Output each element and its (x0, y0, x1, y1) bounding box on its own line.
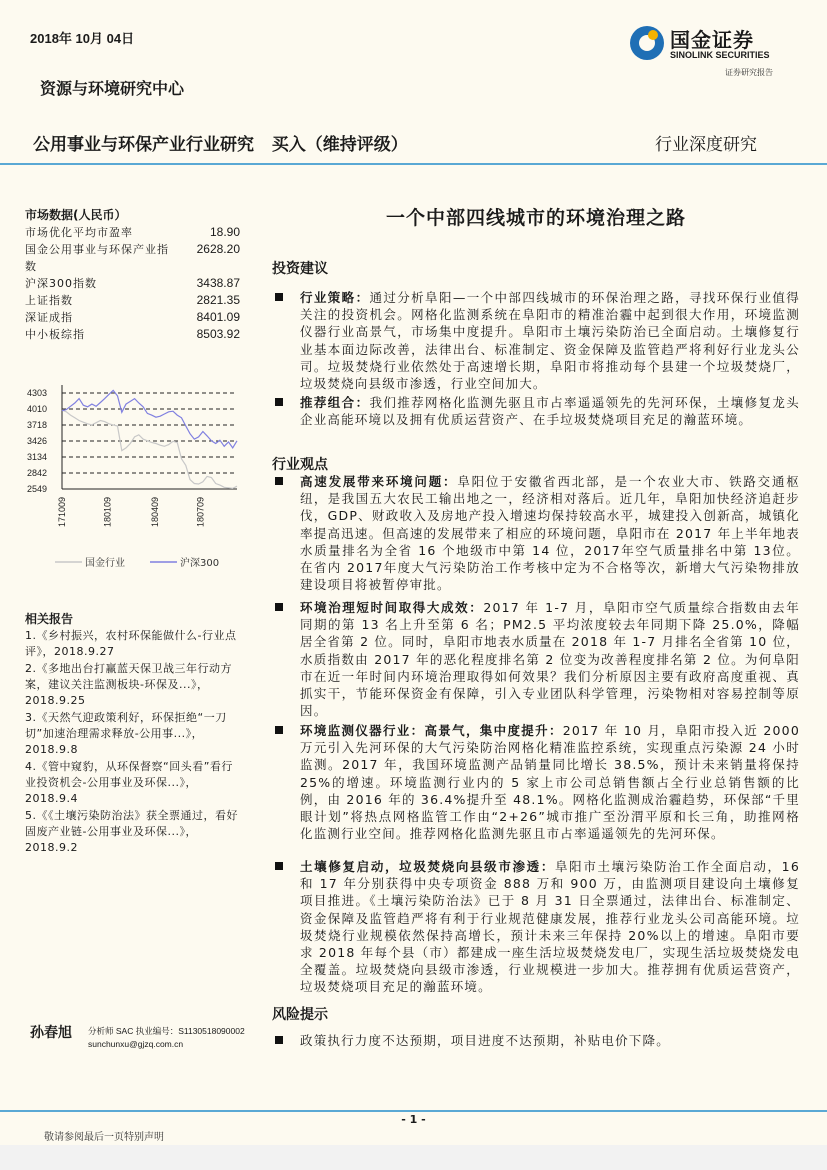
related-reports-title: 相关报告 (25, 612, 74, 626)
analyst-license: 分析师 SAC 执业编号：S1130518090002 (88, 1026, 245, 1036)
market-data-row (25, 309, 240, 326)
bullet-text: 我们推荐网格化监测先驱且市占率遥遥领先的先河环保，土壤修复龙头企业高能环境以及拥有优质运营资产、在手垃圾焚烧项目充足的瀚蓝环境。 (300, 395, 800, 428)
market-data-row (25, 326, 240, 343)
view-bullet (272, 722, 800, 842)
related-report-link[interactable]: 5.《《土壤污染防治法》获全票通过，看好固废产业链-公用事业及环保...》，2018.9.2 (25, 809, 238, 854)
view-heading: 行业观点 (272, 457, 328, 473)
bullet-lead: 推荐组合： (300, 395, 370, 410)
market-label: 沪深300指数 (25, 277, 97, 290)
market-label: 中小板综指 (25, 328, 85, 341)
y-tick-label: 4010 (27, 404, 48, 414)
view-bullet (272, 599, 800, 719)
market-label: 上证指数 (25, 294, 73, 307)
market-data-row (25, 292, 240, 309)
logo-mark-icon (630, 26, 664, 60)
report-type: 行业深度研究 (655, 135, 757, 155)
x-tick-label: 171009 (57, 496, 67, 527)
analyst-info (88, 1025, 245, 1051)
market-value: 8503.92 (196, 327, 240, 341)
footer-divider (0, 1110, 827, 1112)
market-value: 3438.87 (196, 276, 240, 290)
related-report-link[interactable]: 3.《天然气迎政策利好，环保拒绝“一刀切”加速治理需求释放-公用事...》，2018.9.8 (25, 711, 227, 756)
bullet-icon (275, 726, 283, 734)
market-value: 2821.35 (196, 293, 240, 307)
risk-bullet (272, 1032, 800, 1049)
view-bullet (272, 473, 800, 593)
market-data-table (25, 224, 240, 343)
disclaimer-note: 敬请参阅最后一页特别声明 (44, 1132, 164, 1143)
index-comparison-chart (0, 380, 260, 580)
legend-label: 国金行业 (85, 558, 125, 569)
related-report-link[interactable]: 4.《管中窥豹，从环保督察“回头看”看行业投资机会-公用事业及环保...》，2018.9.4 (25, 760, 233, 805)
bullet-icon (275, 398, 283, 406)
logo-dot-icon (648, 30, 658, 40)
y-tick-label: 3718 (27, 420, 48, 430)
x-tick-label: 180409 (149, 496, 160, 527)
bullet-lead: 土壤修复启动，垃圾焚烧向县级市渗透： (300, 859, 556, 874)
bullet-lead: 环境治理短时间取得大成效： (300, 600, 484, 615)
bullet-text: 阜阳位于安徽省西北部，是一个农业大市、铁路交通枢纽，是我国五大农民工输出地之一，经济相对落后。近几年，阜阳加快经济追赶步伐，GDP、财政收入及房地产投入增速均保持较高水平，城建投入创新高，城镇化率提高迅速。但高速的发展带来了相应的环境问题，阜阳市在 2017 年上半年地表水质量排名为全省 16 个地级市中第 14 位，2017年空气质量排名中第 13位。在省内 2017年度大气污染防治工作考核中定为不合格等次，新增大气污染物排放建设项目将被暂停审批。 (300, 474, 800, 593)
invest-heading: 投资建议 (272, 261, 328, 277)
bullet-icon (275, 477, 283, 485)
related-report-link[interactable]: 2.《多地出台打赢蓝天保卫战三年行动方案，建议关注监测板块-环保及...》，2018.9.25 (25, 662, 232, 707)
bullet-icon (275, 862, 283, 870)
invest-bullet (272, 289, 800, 392)
bullet-text: 通过分析阜阳—一个中部四线城市的环保治理之路，寻找环保行业值得关注的投资机会。网格化监测系统在阜阳市的精准治霾中起到很大作用，环境监测仪器行业高景气，市场集中度提升。阜阳市土壤污染防治已全面启动。土壤修复行业基本面边际改善，法律出台、标准制定、资金保障及监管趋严将利好行业龙头公司。垃圾焚烧行业依然处于高速增长期，阜阳市将推动每个县建一个垃圾焚烧厂，垃圾焚烧向县级市渗透，行业空间加大。 (300, 290, 800, 392)
analyst-email[interactable]: sunchunxu@gjzq.com.cn (88, 1039, 184, 1049)
market-label: 市场优化平均市盈率 (25, 226, 133, 239)
bullet-lead: 行业策略： (300, 290, 370, 305)
bullet-icon (275, 1036, 283, 1044)
bullet-icon (275, 293, 283, 301)
y-tick-label: 3426 (27, 436, 48, 446)
market-label: 深证成指 (25, 311, 73, 324)
legend-label: 沪深300 (180, 558, 220, 569)
research-center: 资源与环境研究中心 (40, 79, 185, 98)
x-tick-label: 180709 (195, 496, 206, 527)
market-value: 8401.09 (196, 310, 240, 324)
y-tick-label: 2842 (27, 468, 48, 478)
bullet-lead: 高速发展带来环境问题： (300, 474, 458, 489)
market-data-row (25, 275, 240, 292)
market-label: 国金公用事业与环保产业指数 (25, 243, 169, 273)
view-bullet (272, 858, 800, 996)
market-value: 2628.20 (196, 242, 240, 256)
x-tick-label: 180109 (102, 496, 113, 527)
y-tick-label: 3134 (27, 452, 48, 462)
bullet-text: 2017 年 10 月，阜阳市投入近 2000 万元引入先河环保的大气污染防治网格化精准监控系统，实现重点污染源 24 小时监测。2017 年，我国环境监测产品销量同比增长 38.5%，预计未来销量将保持 25%的增速。环境监测行业内的 5 家上市公司总销售额占全行业总销售额的比例，由 2016 年的 36.4%提升至 48.1%。网格化监测成治霾趋势，环保部“千里眼计划”将热点网格监管工作由“2+26”城市推广至汾渭平原和长三角，助推网格化监测行业空间。推荐网格化监测先驱且市占率遥遥领先的先河环保。 (300, 723, 800, 842)
company-logo (630, 26, 790, 66)
industry-rating-headline: 公用事业与环保产业行业研究 买入（维持评级） (33, 135, 408, 155)
bullet-lead: 环境监测仪器行业：高景气，集中度提升： (300, 723, 563, 738)
market-data-title: 市场数据(人民币） (25, 208, 127, 222)
y-tick-label: 2549 (27, 484, 48, 494)
series-line-industry (62, 410, 237, 488)
market-data-row (25, 241, 240, 275)
report-date: 2018年 10月 04日 (30, 31, 135, 46)
related-reports-list (25, 628, 240, 857)
risk-heading: 风险提示 (272, 1007, 328, 1023)
logo-subtitle: 证券研究报告 (725, 68, 773, 77)
market-value: 18.90 (209, 225, 240, 239)
market-data-row (25, 224, 240, 241)
page-number: - 1 - (401, 1113, 426, 1126)
report-title: 一个中部四线城市的环境治理之路 (385, 207, 686, 229)
logo-cn: 国金证券 (670, 28, 754, 52)
y-tick-label: 4303 (27, 388, 48, 398)
header-divider (0, 163, 827, 165)
logo-en: SINOLINK SECURITIES (670, 50, 770, 60)
bullet-text: 阜阳市土壤污染防治工作全面启动，16 和 17 年分别获得中央专项资金 888 万和 900 万，由监测项目建设向土壤修复项目推进。《土壤污染防治法》已于 8 月 31 日全票通过，法律出台、标准制定、资金保障及监管趋严将有利于行业规范健康发展，推荐行业龙头公司高能环境。垃圾焚烧行业规模依然保持高增长，预计未来三年保持 20%以上的增速。阜阳市要求 2018 年每个县（市）都建成一座生活垃圾焚烧发电厂，实现生活垃圾焚烧发电全覆盖。垃圾焚烧向县级市渗透，行业规模进一步加大。推荐拥有优质运营资产，垃圾焚烧项目充足的瀚蓝环境。 (300, 859, 800, 995)
series-line-hs300 (62, 390, 237, 448)
invest-bullet (272, 394, 800, 428)
bullet-text: 2017 年 1-7 月，阜阳市空气质量综合指数由去年同期的第 13 名上升至第 6 名；PM2.5 平均浓度较去年同期下降 25.0%，降幅居全省第 2 位。同时，阜阳市地表水质量在 2018 年 1-7 月排名全省第 10 位，水质指数由 2017 年的恶化程度排名第 2 位变为改善程度排名第 2 位。为何阜阳市在近一年时间内环境治理取得如何效果？我们分析原因主要有政府高度重视、真抓实干，节能环保资金有保障，引入专业团队科学管理，污染物相对容易控制等原因。 (300, 600, 800, 719)
related-report-link[interactable]: 1.《乡村振兴，农村环保能做什么-行业点评》，2018.9.27 (25, 629, 237, 658)
risk-text: 政策执行力度不达预期，项目进度不达预期，补贴电价下降。 (300, 1033, 670, 1048)
analyst-name: 孙春旭 (30, 1025, 72, 1041)
bullet-icon (275, 603, 283, 611)
